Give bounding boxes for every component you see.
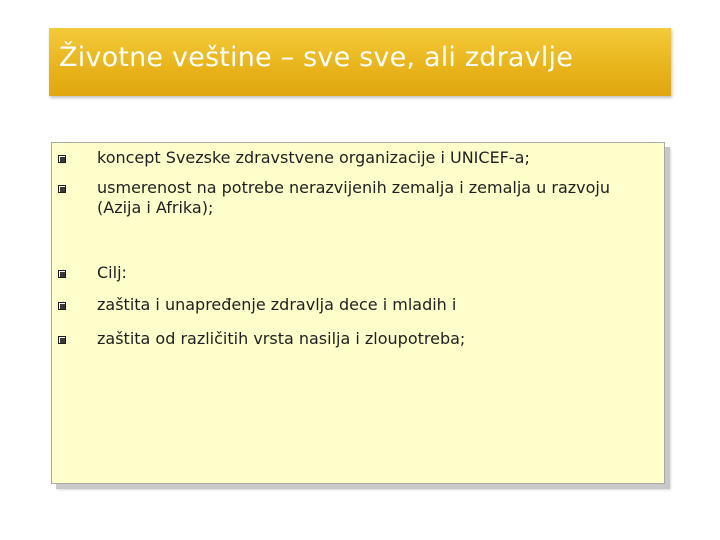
square-bullet-icon [58,155,66,163]
list-item-text: zaštita od različitih vrsta nasilja i zloupotreba; [97,329,466,348]
slide-title: Životne veštine – sve sve, ali zdravlje [59,42,574,73]
square-bullet-icon [58,336,66,344]
square-bullet-icon [58,270,66,278]
list-item-text: Cilj: [97,263,127,282]
square-bullet-icon [58,185,66,193]
slide-title-bar [49,28,671,96]
list-item-text: usmerenost na potrebe nerazvijenih zemalja i zemalja u razvoju (Azija i Afrika); [97,178,610,217]
square-bullet-icon [58,302,66,310]
list-item-text: zaštita i unapređenje zdravlja dece i mladih i [97,295,457,314]
list-item-text: koncept Svezske zdravstvene organizacije i UNICEF-a; [97,148,530,167]
content-box [51,142,665,484]
